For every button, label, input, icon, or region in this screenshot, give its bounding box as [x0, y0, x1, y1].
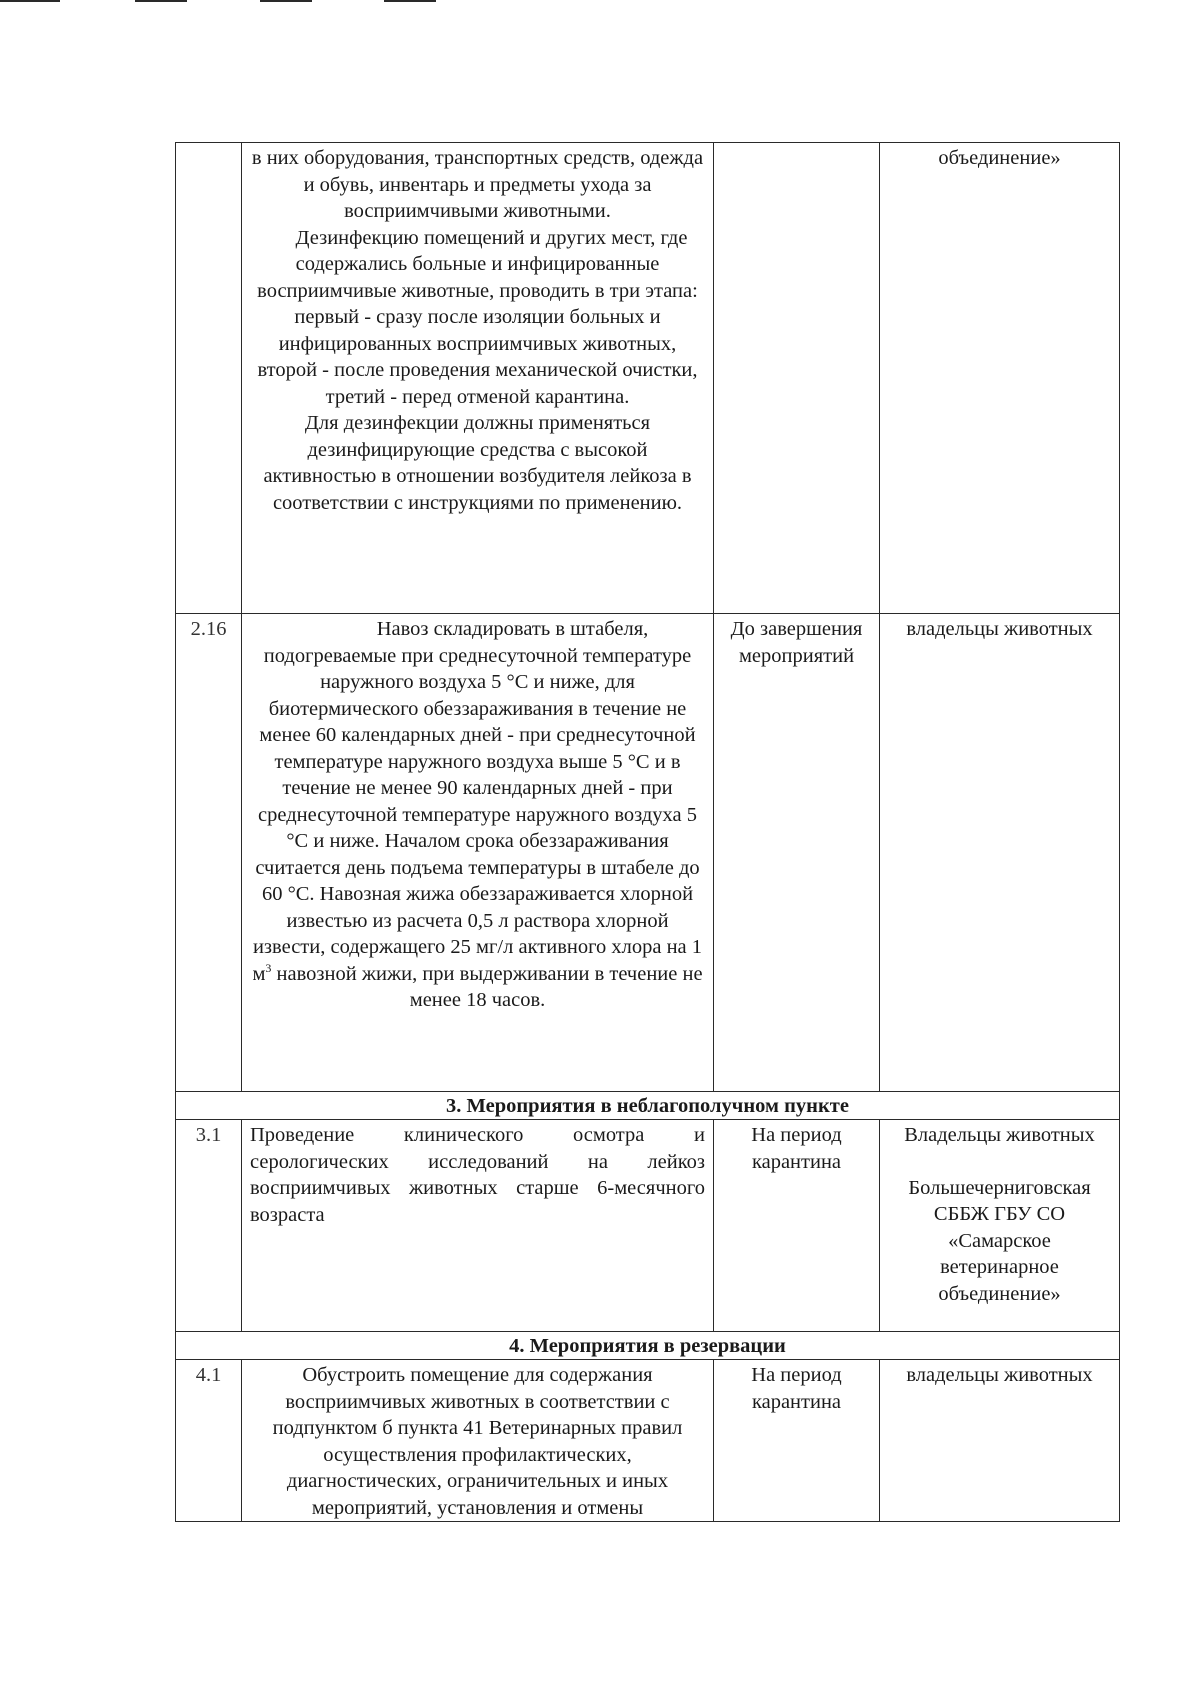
scan-mark — [0, 0, 60, 2]
responsible-cell — [880, 1120, 1120, 1332]
row-number: 2.16 — [176, 614, 242, 1092]
section-row — [176, 1092, 1120, 1120]
measure-text: Проведение клинического осмотра и серологических исследований на лейкоз восприимчивых животных старше 6-месячного возраста — [242, 1120, 714, 1332]
superscript: 3 — [265, 960, 272, 975]
row-number: 3.1 — [176, 1120, 242, 1332]
measures-table — [175, 142, 1120, 1522]
measure-paragraph: Дезинфекцию помещений и других мест, где содержались больные и инфицированные восприимчивые животные, проводить в три этапа: первый - сразу после изоляции больных и инфицированных восприимчивых животных, второй - после проведения механической очистки, третий - перед отменой карантина. — [257, 226, 698, 408]
deadline-cell — [714, 143, 880, 614]
measure-text — [242, 143, 714, 614]
measure-text: Обустроить помещение для содержания восприимчивых животных в соответствии с подпунктом б пункта 41 Ветеринарных правил осуществления профилактических, диагностических, ограничительных и иных мероприятий, установления и отмены — [242, 1360, 714, 1522]
table-row — [176, 143, 1120, 614]
deadline-cell: До завершения мероприятий — [714, 614, 880, 1092]
deadline-cell: На период карантина — [714, 1120, 880, 1332]
deadline-cell: На период карантина — [714, 1360, 880, 1522]
scan-mark — [260, 0, 312, 2]
responsible-cell: владельцы животных — [880, 1360, 1120, 1522]
scan-mark — [135, 0, 187, 2]
scan-mark — [384, 0, 436, 2]
table-row — [176, 1120, 1120, 1332]
measure-paragraph: Для дезинфекции должны применяться дезинфицирующие средства с высокой активностью в отношении возбудителя лейкоза в соответствии с инструкциями по применению. — [263, 412, 692, 514]
table-row — [176, 1360, 1120, 1522]
responsible-owners: Владельцы животных — [904, 1124, 1095, 1146]
responsible-vet-service: Большечерниговская СББЖ ГБУ СО «Самарское ветеринарное объединение» — [908, 1176, 1091, 1305]
measure-text: Навоз складировать в штабеля, подогреваемые при среднесуточной температуре наружного воздуха 5 °С и ниже, для биотермического обеззараживания в течение не менее 60 календарных дней - при среднесуточной температуре наружного воздуха выше 5 °С и в течение не менее 90 календарных дней - при среднесуточной температуре наружного воздуха 5 °С и ниже. Началом срока обеззараживания считается день подъема температуры в штабеле до 60 °С. Навозная жижа обеззараживается хлорной известью из расчета 0,5 л раствора хлорной извести, содержащего 25 мг/л активного хлора на 1 $м^3$ навозной жижи, при выдерживании в течение не менее 18 часов. — [242, 614, 714, 1092]
row-number — [176, 143, 242, 614]
measure-paragraph: в них оборудования, транспортных средств, одежда и обувь, инвентарь и предметы ухода за восприимчивыми животными. — [251, 147, 704, 222]
responsible-cell: владельцы животных — [880, 614, 1120, 1092]
responsible-cell: объединение» — [880, 143, 1120, 614]
section-row — [176, 1332, 1120, 1360]
section-heading: 3. Мероприятия в неблагополучном пункте — [176, 1092, 1120, 1120]
section-heading: 4. Мероприятия в резервации — [176, 1332, 1120, 1360]
table-row — [176, 614, 1120, 1092]
row-number: 4.1 — [176, 1360, 242, 1522]
